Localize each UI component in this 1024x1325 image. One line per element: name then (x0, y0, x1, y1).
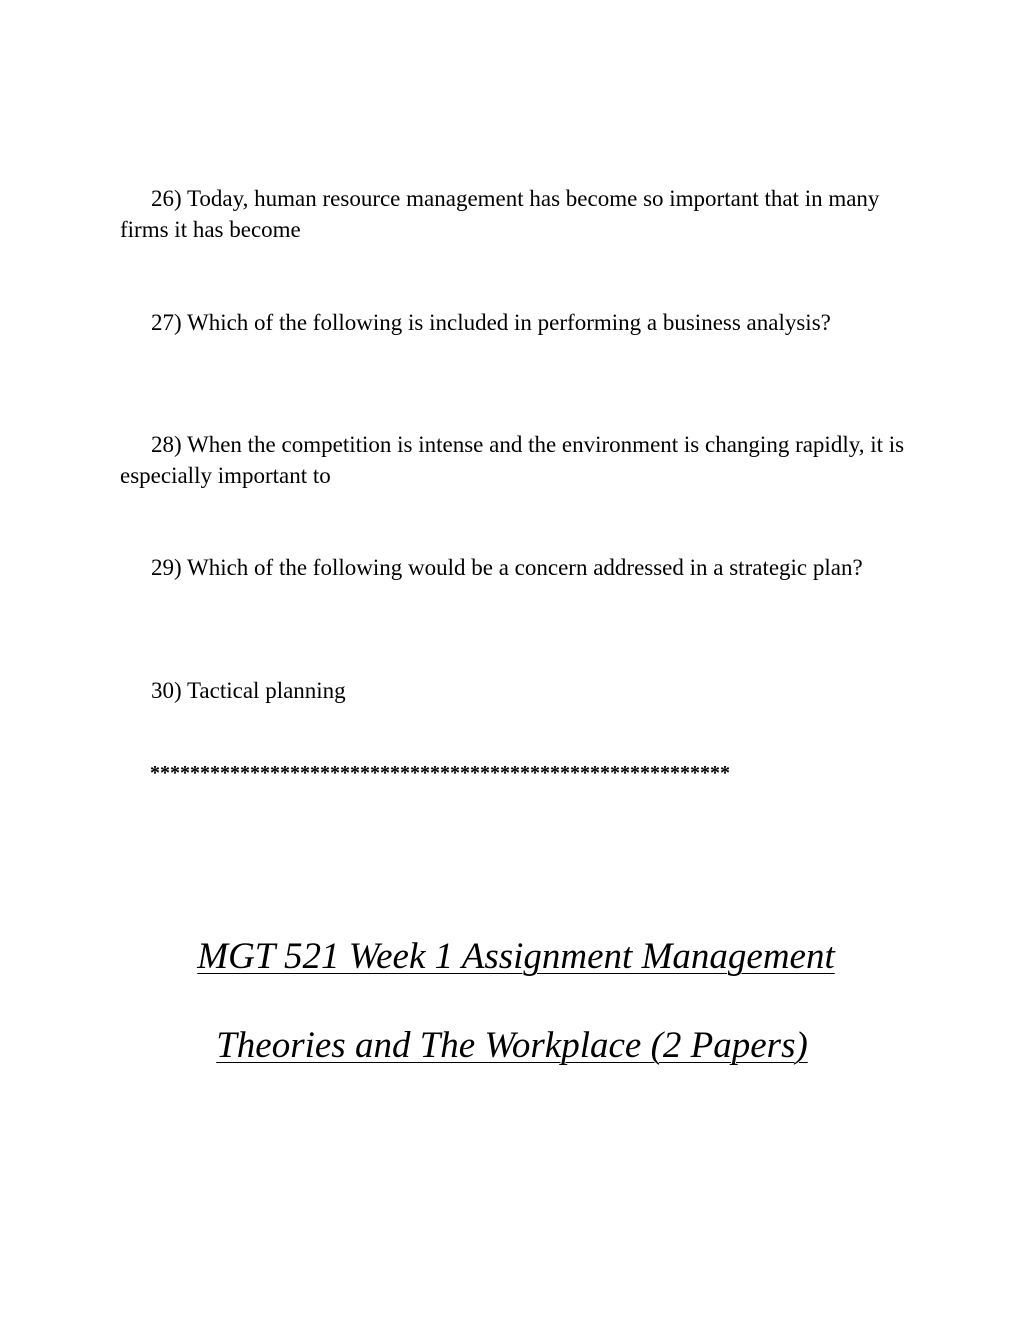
question-30: 30) Tactical planning (151, 678, 346, 703)
question-28: 28) When the competition is intense and the environment is changing rapidly, it is especially important to (120, 432, 905, 488)
heading-link-line-2[interactable] (0, 1024, 1024, 1068)
question-27: 27) Which of the following is included in performing a business analysis? (151, 310, 831, 335)
question-29: 29) Which of the following would be a concern addressed in a strategic plan? (151, 555, 863, 580)
heading-link-line-1[interactable] (0, 935, 1024, 979)
heading-line-2-text[interactable]: Theories and The Workplace (2 Papers) (216, 1025, 808, 1066)
heading-line-1-text[interactable]: MGT 521 Week 1 Assignment Management (197, 936, 835, 977)
question-26: 26) Today, human resource management has become so important that in many firms it has become (120, 186, 880, 242)
asterisk-separator: ********************************************************** (150, 762, 730, 784)
